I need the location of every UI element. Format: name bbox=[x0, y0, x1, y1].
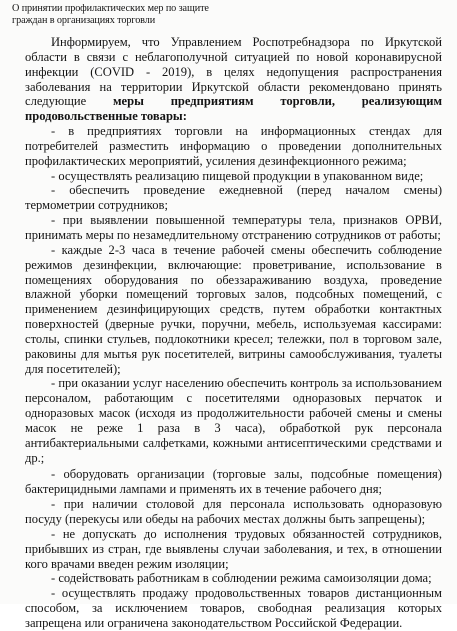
intro-bold-text: меры предприятиям торговли, реализующим продовольственные товары bbox=[25, 94, 442, 124]
intro-colon: : bbox=[182, 109, 187, 124]
list-item: - каждые 2-3 часа в течение рабочей смены обеспечить соблюдение режимов дезинфекции, включающие: проветривание, использование в помещениях оборудования по обеззараживанию воздуха, проведение влажной уборки помещений торговых залов, подсобных помещений, с применением дезинфицирующих средств, путем обработки контактных поверхностей (дверные ручки, поручни, мебель, используемая кассирами: столы, спинки стульев, подлокотники кресел; тележки, пол в торговом зале, раковины для мытья рук посетителей, витрины самообслуживания, туалеты для посетителей); bbox=[25, 242, 442, 376]
list-item: - осуществлять реализацию пищевой продукции в упакованном виде; bbox=[51, 168, 424, 183]
list-item: - содействовать работникам в соблюдении режима самоизоляции дома; bbox=[51, 571, 432, 586]
document-subject bbox=[12, 3, 212, 26]
list-item: - оборудовать организации (торговые залы, подсобные помещения) бактерицидными лампами и применять их в течение рабочего дня; bbox=[25, 467, 442, 497]
intro-text: Информируем, что Управлением Роспотребнадзора по Иркутской области в связи с неблагополучной ситуацией по новой коронавирусной инфекции (COVID - 2019), в целях недопущения распространения заболевания на территории Иркутской области рекомендовано принять следующие bbox=[25, 35, 442, 109]
list-item: - осуществлять продажу продовольственных товаров дистанционным способом, за исключением товаров, свободная реализация которых запрещена или ограничена законодательством Российской Федерации. bbox=[25, 586, 442, 630]
list-item: - не допускать до исполнения трудовых обязанностей сотрудников, прибывших из стран, где выявлены случаи заболевания, и тех, в отношении кого врачами введен режим изоляции; bbox=[25, 526, 442, 571]
subject-line: граждан в организациях торговли bbox=[12, 14, 156, 26]
list-item: - при выявлении повышенной температуры тела, признаков ОРВИ, принимать меры по незамедлительному отстранению сотрудников от работы; bbox=[25, 213, 442, 242]
list-item: - при наличии столовой для персонала использовать одноразовую посуду (перекусы или обеды на рабочих местах должны быть запрещены); bbox=[25, 497, 442, 526]
letter-body bbox=[25, 35, 442, 631]
subject-line: О принятии профилактических мер по защите bbox=[12, 3, 209, 14]
list-item: - при оказании услуг населению обеспечить контроль за использованием персоналом, работающим с посетителями одноразовых перчаток и одноразовых масок (исходя из продолжительности рабочей смены и смены масок не реже 1 раза в 3 часа), обработкой рук персонала антибактериальными салфетками, кожными антисептическими средствами и др.; bbox=[25, 376, 442, 465]
list-item: - в предприятиях торговли на информационных стендах для потребителей разместить информацию о проведении дополнительных профилактических мероприятий, усиления дезинфекционного режима; bbox=[25, 124, 442, 168]
intro-paragraph bbox=[25, 35, 442, 124]
list-item: - обеспечить проведение ежедневной (перед началом смены) термометрии сотрудников; bbox=[25, 183, 442, 213]
